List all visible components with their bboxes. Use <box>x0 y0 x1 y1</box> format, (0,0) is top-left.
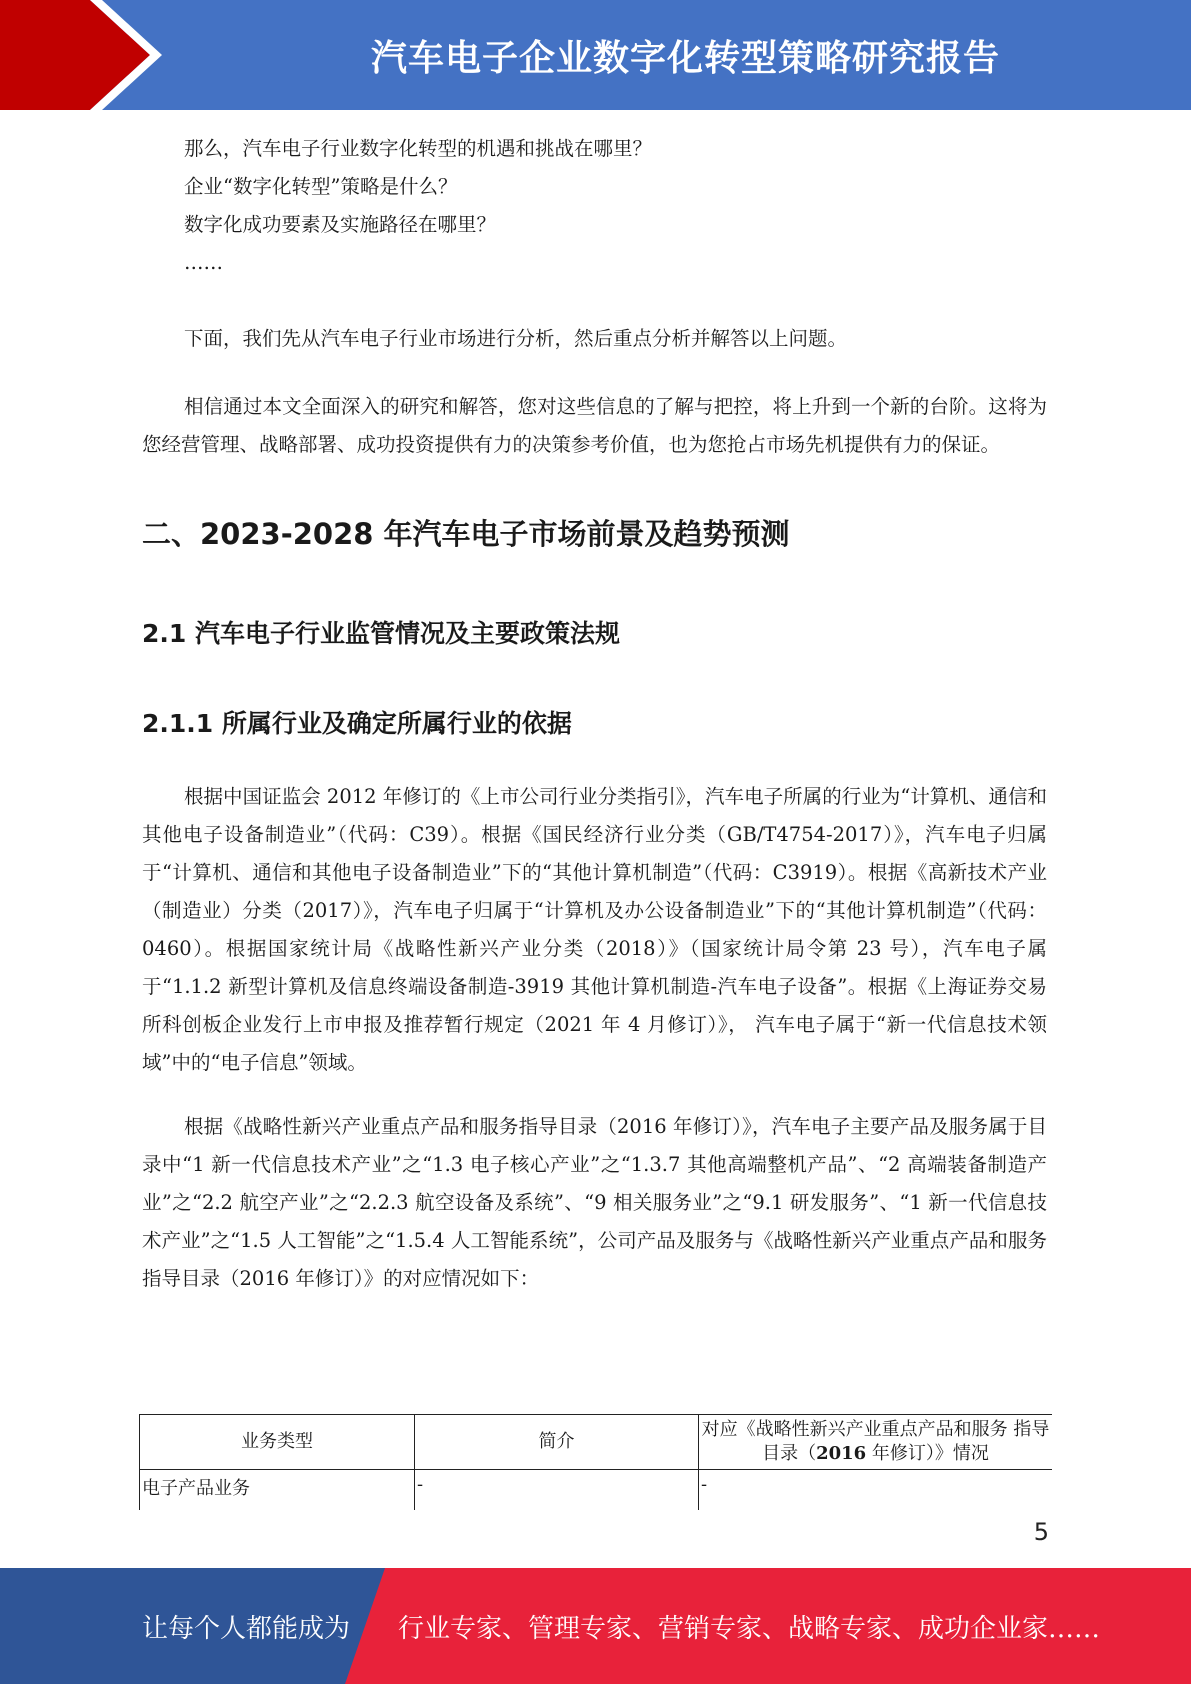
subsubsection-heading: 2.1.1 所属行业及确定所属行业的依据 <box>142 709 572 738</box>
chevron-decoration <box>0 0 260 110</box>
report-title: 汽车电子企业数字化转型策略研究报告 <box>370 37 1000 79</box>
page-body <box>142 130 1047 1298</box>
table-cell: - <box>415 1470 699 1511</box>
table-header-cell: 简介 <box>415 1415 699 1470</box>
footer-banner <box>0 1568 1191 1684</box>
classification-table <box>139 1414 1052 1510</box>
intro-question-2: 企业“数字化转型”策略是什么？ <box>184 175 458 198</box>
table-cell: 电子产品业务 <box>140 1470 415 1511</box>
intro-question-1: 那么，汽车电子行业数字化转型的机遇和挑战在哪里？ <box>184 137 653 160</box>
subsection-heading: 2.1 汽车电子行业监管情况及主要政策法规 <box>142 619 620 648</box>
intro-question-3: 数字化成功要素及实施路径在哪里？ <box>184 213 497 236</box>
section-heading: 二、2023-2028 年汽车电子市场前景及趋势预测 <box>142 517 790 551</box>
intro-paragraph-2: 相信通过本文全面深入的研究和解答，您对这些信息的了解与把控，将上升到一个新的台阶。这将为您经营管理、战略部署、成功投资提供有力的决策参考价值，也为您抢占市场先机提供有力的保证。 <box>142 395 1047 456</box>
intro-ellipsis: …… <box>184 251 223 274</box>
table-cell: - <box>699 1470 1053 1511</box>
intro-paragraph-1: 下面，我们先从汽车电子行业市场进行分析，然后重点分析并解答以上问题。 <box>184 327 848 350</box>
page-number: 5 <box>1033 1518 1049 1546</box>
table-header-cell: 对应《战略性新兴产业重点产品和服务 指导目录（2016 年修订）》情况 <box>699 1415 1053 1470</box>
table-row <box>140 1470 1053 1511</box>
table-header-cell: 业务类型 <box>140 1415 415 1470</box>
footer-slogan-left: 让每个人都能成为 <box>142 1613 351 1644</box>
body-paragraph-2: 根据《战略性新兴产业重点产品和服务指导目录（2016 年修订）》，汽车电子主要产品及服务属于目录中“1 新一代信息技术产业”之“1.3 电子核心产业”之“1.3.7 其他高端整机产品”、“2 高端装备制造产业”之“2.2 航空产业”之“2.2.3 航空设备及系统”、“9 相关服务业”之“9.1 研发服务”、“1 新一代信息技术产业”之“1.5 人工智能”之“1.5.4 人工智能系统”，公司产品及服务与《战略性新兴产业重点产品和服务指导目录（2016 年修订）》的对应情况如下： <box>142 1115 1047 1290</box>
body-paragraph-1: 根据中国证监会 2012 年修订的《上市公司行业分类指引》，汽车电子所属的行业为“计算机、通信和其他电子设备制造业”（代码：C39）。根据《国民经济行业分类（GB/T4754-2017）》，汽车电子归属于“计算机、通信和其他电子设备制造业”下的“其他计算机制造”（代码：C3919）。根据《高新技术产业（制造业）分类（2017）》，汽车电子归属于“计算机及办公设备制造业”下的“其他计算机制造”（代码：0460）。根据国家统计局《战略性新兴产业分类（2018）》（国家统计局令第 23 号），汽车电子属于“1.1.2 新型计算机及信息终端设备制造-3919 其他计算机制造-汽车电子设备”。根据《上海证券交易所科创板企业发行上市申报及推荐暂行规定（2021 年 4 月修订）》， 汽车电子属于“新一代信息技术领域”中的“电子信息”领域。 <box>142 785 1047 1074</box>
header-banner <box>0 0 1191 110</box>
footer-slogan-right: 行业专家、管理专家、营销专家、战略专家、成功企业家…… <box>398 1613 1101 1644</box>
classification-table-wrapper <box>139 1414 1052 1510</box>
table-header-row <box>140 1415 1053 1470</box>
